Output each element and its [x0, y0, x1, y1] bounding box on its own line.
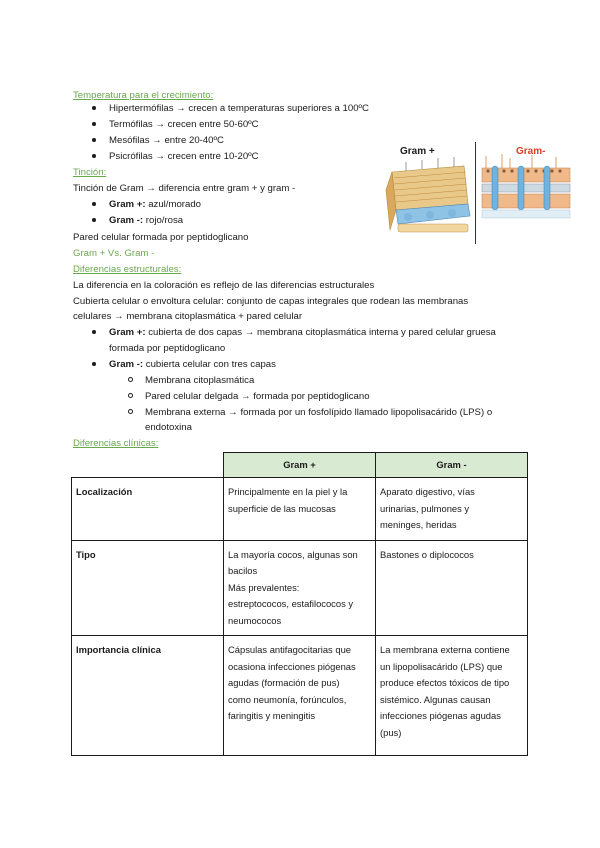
cell-text: Bastones o diplococos: [380, 548, 474, 560]
stain-heading: Tinción:: [73, 167, 107, 178]
cell-text: meninges, heridas: [380, 519, 457, 530]
cell-text: (pus): [380, 726, 402, 738]
structural-gram-neg: [109, 358, 276, 371]
comparison-table: [71, 452, 528, 756]
cell-text: ocasiona infecciones piógenas: [228, 660, 356, 672]
cell-text: bacilos: [228, 565, 258, 576]
cell-gram-pos: [224, 636, 376, 756]
stain-item-text: rojo/rosa: [143, 215, 184, 226]
stain-item-pos: [109, 198, 201, 211]
table-header-empty: [72, 453, 224, 478]
gram-neg-text: cubierta celular con tres capas: [143, 359, 276, 370]
gram-pos-label: Gram +:: [109, 327, 146, 338]
cell-text: estreptococos, estafilococos y: [228, 598, 354, 609]
gram-wall-figure: [378, 138, 574, 246]
table-row: [72, 636, 528, 756]
temperature-item: Mesófilas → entre 20-40ºC: [109, 135, 224, 146]
sub-bullet-ring: [128, 409, 133, 414]
cell-gram-neg: [376, 540, 528, 636]
cell-text: como neumonía, forúnculos,: [228, 693, 347, 705]
bullet-dot: [92, 362, 96, 366]
cell-text: infecciones piógenas agudas: [380, 710, 501, 721]
bullet-dot: [92, 122, 96, 126]
cell-text: La mayoría cocos, algunas son: [228, 548, 358, 560]
temperature-item: Termófilas → crecen entre 50-60ºC: [109, 119, 259, 130]
cell-text: produce efectos tóxicos de tipo: [380, 677, 510, 688]
cell-text: La membrana externa contiene: [380, 644, 510, 655]
gram-pos-wall-illustration: [386, 157, 470, 232]
cell-text: un lipopolisacárido (LPS) que: [380, 660, 503, 672]
cell-text: Principalmente en la piel y la: [228, 486, 348, 497]
bullet-dot: [92, 218, 96, 222]
cell-gram-pos: [224, 540, 376, 636]
cell-text: neumococos: [228, 614, 282, 626]
structural-heading: Diferencias estructurales:: [73, 264, 182, 275]
gram-pos-text: cubierta de dos capas → membrana citoplasmática interna y pared celular gruesa: [145, 327, 496, 338]
gram-neg-sub-item: Pared celular delgada → formada por peptidoglicano: [145, 391, 370, 402]
cell-wall-illustrations: [378, 138, 574, 246]
sub-bullet-ring: [128, 393, 133, 398]
structural-line: La diferencia en la coloración es reflejo de las diferencias estructurales: [73, 280, 375, 291]
bullet-dot: [92, 154, 96, 158]
cell-text: agudas (formación de pus): [228, 677, 340, 688]
gram-neg-wall-illustration: [482, 154, 570, 218]
bullet-dot: [92, 202, 96, 206]
cell-text: urinarias, pulmones y: [380, 502, 470, 514]
table-header-row: [72, 453, 528, 478]
cell-text: Más prevalentes:: [228, 581, 300, 593]
gram-neg-label: Gram -:: [109, 359, 144, 370]
row-label: Importancia clínica: [72, 636, 224, 756]
structural-line: celulares → membrana citoplasmática + pared celular: [73, 311, 303, 322]
stain-wall: Pared celular formada por peptidoglicano: [73, 232, 249, 243]
bullet-dot: [92, 106, 96, 110]
bullet-dot: [92, 330, 96, 334]
temperature-item: Hipertermófilas → crecen a temperaturas superiores a 100ºC: [109, 103, 369, 114]
table-header-gram-pos: Gram +: [224, 453, 376, 478]
table-header-gram-neg: Gram -: [376, 453, 528, 478]
structural-gram-pos: [109, 326, 496, 339]
cell-gram-pos: [224, 478, 376, 541]
temperature-heading: Temperatura para el crecimiento:: [73, 90, 214, 101]
gram-neg-sub-item-cont: endotoxina: [145, 422, 192, 433]
sub-bullet-ring: [128, 377, 133, 382]
stain-item-text: azul/morado: [145, 199, 201, 210]
gram-neg-sub-item: Membrana citoplasmática: [145, 375, 255, 386]
stain-intro: Tinción de Gram → diferencia entre gram + y gram -: [73, 183, 296, 194]
bullet-dot: [92, 138, 96, 142]
cell-text: superficie de las mucosas: [228, 502, 336, 514]
temperature-item: Psicrófilas → crecen entre 10-20ºC: [109, 151, 259, 162]
row-label: Localización: [72, 478, 224, 541]
cell-text: Aparato digestivo, vías: [380, 486, 475, 497]
structural-line: Cubierta celular o envoltura celular: conjunto de capas integrales que rodean las membranas: [73, 296, 469, 307]
cell-gram-neg: [376, 636, 528, 756]
cell-text: faringitis y meningitis: [228, 710, 316, 721]
structural-gram-pos-cont: formada por peptidoglicano: [109, 343, 226, 354]
stain-item-label: Gram -:: [109, 215, 144, 226]
table-row: [72, 540, 528, 636]
gram-neg-sub-item: Membrana externa → formada por un fosfolípido llamado lipopolisacárido (LPS) o: [145, 407, 493, 418]
versus-heading: Gram + Vs. Gram -: [73, 248, 155, 259]
cell-text: Cápsulas antifagocitarias que: [228, 644, 351, 655]
row-label: Tipo: [72, 540, 224, 636]
figure-title-gram-pos: Gram +: [400, 146, 435, 157]
cell-gram-neg: [376, 478, 528, 541]
stain-item-neg: [109, 214, 183, 227]
clinical-heading: Diferencias clínicas:: [73, 438, 159, 449]
table-row: [72, 478, 528, 541]
stain-item-label: Gram +:: [109, 199, 146, 210]
cell-text: sistémico. Algunas causan: [380, 693, 491, 705]
figure-title-gram-neg: Gram-: [516, 146, 546, 157]
